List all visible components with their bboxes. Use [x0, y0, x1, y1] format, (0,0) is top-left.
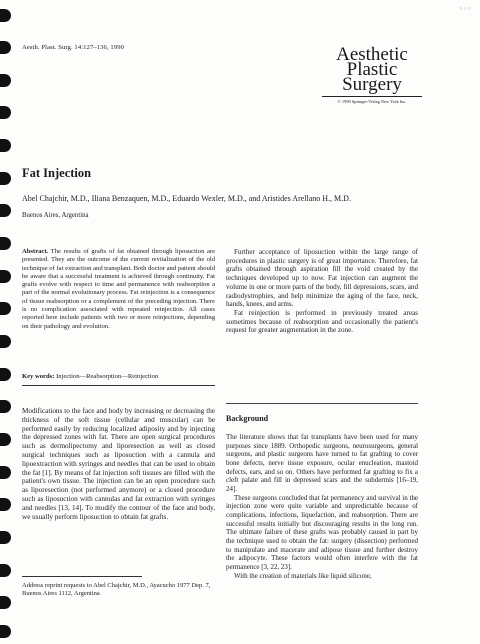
section-heading-background: Background: [226, 414, 269, 423]
abstract-text: The results of grafts of fat obtained through liposuction are presented. They are the outcome of the current revitalization of the old technique of fat extraction and transplant. Both doctor and patient should be aware that a successful treatment is achieved through continuity. Fat grafts evolve with respect to time and permanence with reabsorption a part of the normal evolutionary process. Fat reinjection is a consequence of tissue reabsorption or a complement of the preceding injection. There is no complication associated with repeated reinjection. All cases reported here include patients with two or more reinjections, depending on their pathology and evolution.: [22, 248, 216, 330]
paragraph: Further acceptance of liposuction within the large range of procedures in plastic surgery is of great importance. Therefore, fat grafts obtained through aspiration fill the void created by the techniques developed up to now. Fat injection can augment the volume in one or more parts of the body, fill depressions, scars, and radiodystrophies, and help minimize the aging of the face, neck, hands, knees, and arms.: [226, 248, 419, 309]
intro-text: Modifications to the face and body by increasing or decreasing the thickness of the soft tissue (cellular and muscular) can be performed easily by reducing localized adiposity and by injecting the depressed zones with fat. There are open surgical procedures such as dermolipectomy and liporesection as well as closed surgical techniques such as liposuction with a cannula and lipoextraction with syringes and needles that can be used to obtain the fat [1]. By means of fat injection soft tissues are filled with the patient's own tissue. The injection can be an open procedure such as liporesection (not performed anymore) or a closed procedure such as liposuction with cannulas and fat extraction with syringes and needles [13, 14]. To modify the contour of the face and body, we usually perform liposuction to obtain fat grafts.: [22, 407, 215, 521]
binder-hole: [0, 531, 11, 544]
footnote: Address reprint requests to Abel Chajchir, M.D., Ayacucho 1977 Dep. 7, Buenos Aires 1112, Argentina: [22, 582, 211, 597]
article-title: Fat Injection: [22, 166, 92, 180]
journal-name-line: Surgery: [342, 74, 402, 95]
binder-hole: [0, 9, 11, 22]
abstract-label: Abstract.: [22, 248, 49, 255]
binder-holes: [0, 0, 14, 644]
section-divider: [226, 403, 418, 404]
affiliation: Buenos Aires, Argentina: [22, 212, 89, 219]
binder-hole: [0, 400, 11, 413]
paragraph: Fat reinjection is performed in previously treated areas sometimes because of reabsorption and occasionally the patient's request for greater augmentation in the zone.: [226, 308, 418, 335]
masthead-divider: [322, 96, 422, 97]
binder-hole: [0, 596, 11, 609]
journal-citation: Aesth. Plast. Surg. 14:127–136, 1990: [22, 44, 125, 51]
right-column-intro: [226, 248, 418, 335]
binder-hole: [0, 368, 11, 381]
keywords-divider: [22, 385, 215, 386]
keywords-label: Key words:: [22, 373, 55, 380]
journal-name-line: Aesthetic: [336, 44, 408, 65]
keywords-line: [22, 373, 215, 382]
footnote-divider: [22, 576, 142, 577]
binder-hole: [0, 41, 11, 54]
paragraph: The literature shows that fat transplants have been used for many purposes since 1889. Orthopedic surgeons, neurosurgeons, general surgeons, and plastic surgeons have turned to fat grafting to cover bone defects, nerve tissue exposure, ocular enucleation, mastoid defects, ears, and so on. Others have performed fat grafting to fix a cleft palate and fill in depressed scars and the subdermis [16–19, 24].: [226, 433, 418, 493]
background-section: [226, 433, 418, 580]
binder-hole: [0, 335, 11, 348]
binder-hole: [0, 466, 11, 479]
binder-hole: [0, 139, 11, 152]
journal-logo: [312, 44, 432, 95]
binder-hole: [0, 564, 11, 577]
binder-hole: [0, 172, 11, 185]
binder-hole: [0, 204, 11, 217]
paragraph: These surgeons concluded that fat permanency and survival in the injection zone were quite variable and unpredictable because of complications, infections, liquefaction, and reabsorption. There are successful results initially but discouraging results in the long run. The ultimate failure of these grafts was probably caused in part by the technique used to obtain the fat: surgery (dissection) performed to manipulate and macerate and adipose tissue and further destroy the adipocyte. These factors would often interfere with the fat permanence [3, 22, 23].: [226, 493, 418, 571]
page-corner-mark: ◦◦◦: [459, 3, 472, 13]
binder-hole: [0, 433, 11, 446]
intro-paragraph: [22, 407, 215, 521]
binder-hole: [0, 106, 11, 119]
keywords-text: Injection—Reabsorption—Reinjection: [56, 373, 159, 380]
binder-hole: [0, 270, 11, 283]
binder-hole: [0, 237, 11, 250]
binder-hole: [0, 625, 11, 638]
copyright-line: © 1990 Springer-Verlag New York Inc.: [337, 99, 407, 104]
journal-name-line: Plastic: [346, 59, 398, 80]
journal-masthead: [312, 44, 432, 104]
binder-hole: [0, 498, 11, 511]
binder-hole: [0, 74, 11, 87]
author-list: Abel Chajchir, M.D., Iliana Benzaquen, M.D., Eduardo Wexler, M.D., and Aristides Arellano H., M.D.: [22, 194, 351, 203]
binder-hole: [0, 302, 11, 315]
paragraph: With the creation of materials like liquid silicone,: [234, 571, 372, 580]
abstract-block: [22, 248, 215, 331]
